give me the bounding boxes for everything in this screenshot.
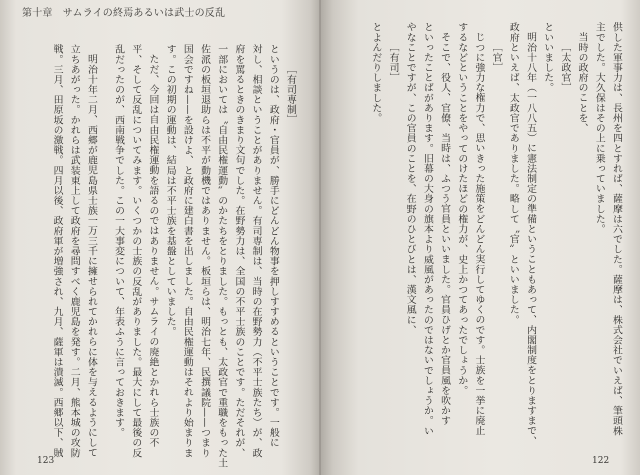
text-column: 乱だったのが、西南戦争でした。この一大事変について、年表ふうに言っておきます。 xyxy=(113,44,125,438)
text-column: 明治十年二月、西郷が鹿児島県士族一万三千に擁せられてかれらに体を与えるようにして xyxy=(85,53,97,458)
term-heading: ［官］ xyxy=(490,41,502,73)
text-column: するなどということをやってのけたほどの権力が、史上かつてあったでしょうか。 xyxy=(456,22,468,396)
text-column: 平、そして反乱についてみます。いくつかの士族の反乱がありました。最大にして最後の反 xyxy=(130,44,142,458)
text-column: 立ちあがった。かれらは武装東上して政府を尋問すべく鹿児島を発す。二月、熊本城の攻防 xyxy=(68,44,80,458)
text-column: 戦。三月、田原坂の激戦。四月以後、政府軍が増強され、九月、薩軍は潰滅。西郷以下、賊 xyxy=(51,44,63,458)
text-column: そこで、役人、官僚、当時は、ふつう官員といいました。官員ひげとか官員風を吹かす xyxy=(439,31,451,426)
left-page-text xyxy=(48,44,299,468)
term-heading: ［太政官］ xyxy=(559,41,571,93)
text-column: 政府といえば、太政官でありました。略して〝官〟といいました。 xyxy=(507,22,519,325)
term-heading: ［有司］ xyxy=(387,41,399,83)
text-column: 一部においては〝自由民権運動〟のかたちをとりました。もっとも、太政官で重職をもった土 xyxy=(216,44,228,468)
text-column: 明治十八年（一八八五）に憲法制定の準備ということもあって、内閣制度をとりますまで、 xyxy=(525,31,537,446)
text-column: 供した軍事力は、長州を四とすれば、薩摩は六でした。薩摩は、株式会社でいえば、筆頭株 xyxy=(611,22,622,436)
paragraph-gap xyxy=(100,44,110,45)
text-column: といったことばがあります。旧幕の大身の旗本より威風があったのではないでしょうか。い xyxy=(421,22,433,436)
text-column: というのは、政府・官員が、勝手にどんどん物事を押しすすめるということです。一般に xyxy=(267,44,279,448)
text-column: といいました。 xyxy=(542,22,554,93)
text-column: やなことですが、この官員のことを、在野のひとびとは、漢文風に、 xyxy=(404,22,416,335)
right-page-text xyxy=(367,22,625,446)
text-column: 佐派の板垣退助らは不平が動機ではありません。板垣らは、明治七年、民撰議院——つまり xyxy=(199,44,211,458)
text-column: 国会ですね——を設けよ、と政府に建白書を出しました。自由民権運動はそれより始まりま xyxy=(181,44,193,458)
text-column: とよんだりしました。 xyxy=(370,22,382,123)
text-column: 府を罵るときのきまり文句でした。在野勢力は、全国の不平士族のことです。ただそれが、 xyxy=(233,44,245,458)
term-heading: ［有司専制］ xyxy=(285,63,296,125)
text-column: 主でした。大久保はその上に乗っていました。 xyxy=(593,22,605,234)
text-column: 当時の政府のことを、 xyxy=(576,31,588,133)
book-gutter xyxy=(319,0,321,475)
text-column: じつに強力な権力で、思いきった施策をどんどん実行してゆくのです。士族を一挙に廃止 xyxy=(473,31,485,436)
running-head-chapter-title: 第十章 サムライの終焉あるいは武士の反乱 xyxy=(22,8,226,19)
text-column: す。この初期の運動は、結局は不平士族を基盤としていました。 xyxy=(164,44,176,337)
text-column: 対し、相談ということがありません。有司専制は、当時の在野勢力（不平士族たち）が、政 xyxy=(250,44,262,458)
page-number-left: 123 xyxy=(37,456,55,466)
text-column: ただ、今回は自由民権運動を語るのではありません。サムライの廃絶とかれら士族の不 xyxy=(147,53,159,448)
page-number-right: 122 xyxy=(592,456,610,466)
